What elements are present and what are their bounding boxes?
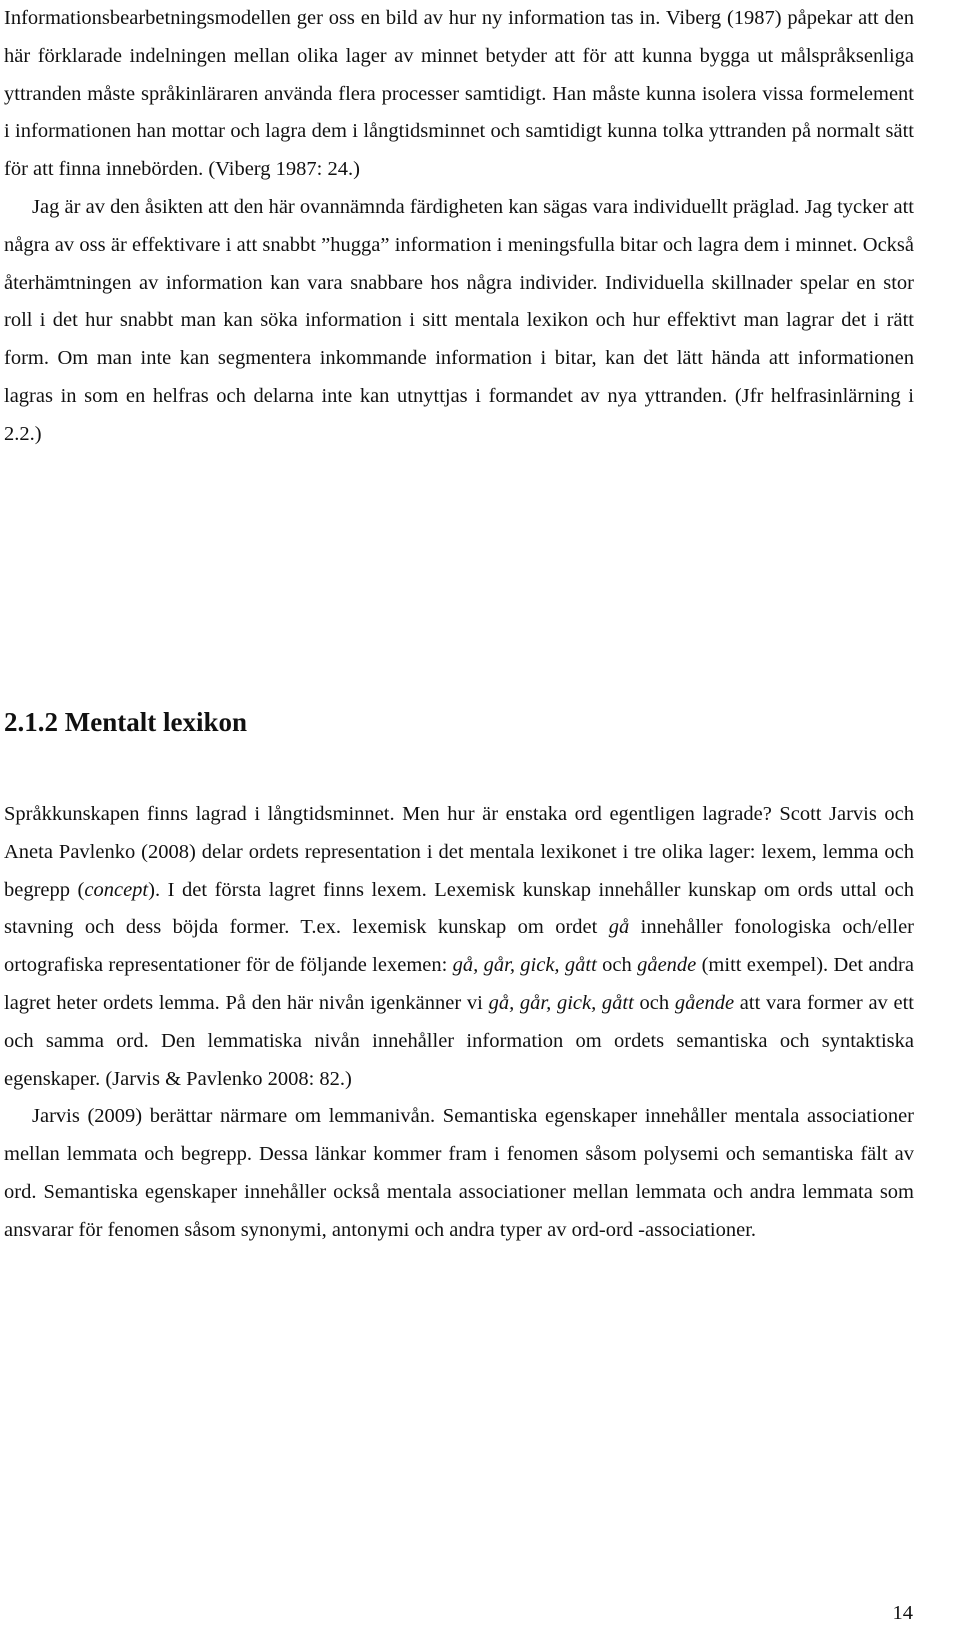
italic-term: concept	[84, 878, 149, 901]
text-run: Språkkunskapen finns lagrad i långtidsminnet. Men hur är enstaka ord egentligen lagrade? Scott Jarvis och Aneta Pavlenko (2008) delar ordets representation i det mentala lexikonet i tre olika lager: lexem, lemma och begrepp (	[4, 803, 914, 901]
paragraph-lemma-level	[4, 1098, 914, 1249]
text-run: och	[633, 991, 675, 1014]
text-run: och	[596, 954, 638, 977]
text-run: Informationsbearbetningsmodellen ger oss en bild av hur ny information tas in. Viberg (1987) påpekar att den här förklarade indelningen mellan olika lager av minnet betyder att för att kunna bygga ut målspråksenliga yttranden måste språkinläraren använda flera processer samtidigt. Han måste kunna isolera vissa formelement i informationen han mottar och lagra dem i långtidsminnet och samtidigt kunna tolka yttranden på normalt sätt för att finna innebörden. (Viberg 1987: 24.)	[4, 7, 914, 181]
paragraph-lexical-layers	[4, 796, 914, 1098]
paragraph-information-processing	[4, 0, 914, 189]
italic-term: gå	[608, 916, 630, 939]
page-number: 14	[892, 1602, 913, 1624]
section-heading: 2.1.2 Mentalt lexikon	[4, 707, 247, 737]
italic-term: gå, går, gick, gått	[452, 954, 597, 977]
text-run: att vara former av ett och samma ord. Den lemmatiska nivån innehåller information om ordets semantiska och syntaktiska egenskaper. (Jarvis & Pavlenko 2008: 82.)	[4, 991, 914, 1090]
text-run: Jarvis (2009) berättar närmare om lemmanivån. Semantiska egenskaper innehåller mentala associationer mellan lemmata och begrepp. Dessa länkar kommer fram i fenomen såsom polysemi och semantiska fält av ord. Semantiska egenskaper innehåller också mentala associationer mellan lemmata och andra lemmata som ansvarar för fenomen såsom synonymi, antonymi och andra typer av ord-ord -associationer.	[4, 1105, 914, 1241]
italic-term: gå, går, gick, gått	[488, 991, 634, 1014]
text-run: (mitt exempel). Det andra lagret heter ordets lemma. På den här nivån igenkänner vi	[4, 954, 914, 1014]
text-run: Jag är av den åsikten att den här ovannämnda färdigheten kan sägas vara individuellt präglad. Jag tycker att några av oss är effektivare i att snabbt ”hugga” information i meningsfulla bitar och lagra dem i minnet. Också återhämtningen av information kan vara snabbare hos några individer. Individuella skillnader spelar en stor roll i det hur snabbt man kan söka information i sitt mentala lexikon och hur effektivt man lagrar det i rätt form. Om man inte kan segmentera inkommande information i bitar, kan det lätt hända att informationen lagras in som en helfras och delarna inte kan utnyttjas i formandet av nya yttranden. (Jfr helfrasinlärning i 2.2.)	[4, 195, 914, 445]
body-text-section	[4, 796, 914, 1250]
text-run: ). I det första lagret finns lexem. Lexemisk kunskap innehåller kunskap om ords uttal och stavning och dess böjda former. T.ex. lexemisk kunskap om ordet	[4, 878, 914, 939]
italic-term: gående	[637, 954, 697, 977]
body-text-top	[4, 0, 914, 454]
text-run: innehåller fonologiska och/eller ortografiska representationer för de följande lexemen:	[4, 916, 914, 977]
paragraph-individual-differences	[4, 189, 914, 454]
italic-term: gående	[674, 991, 735, 1014]
